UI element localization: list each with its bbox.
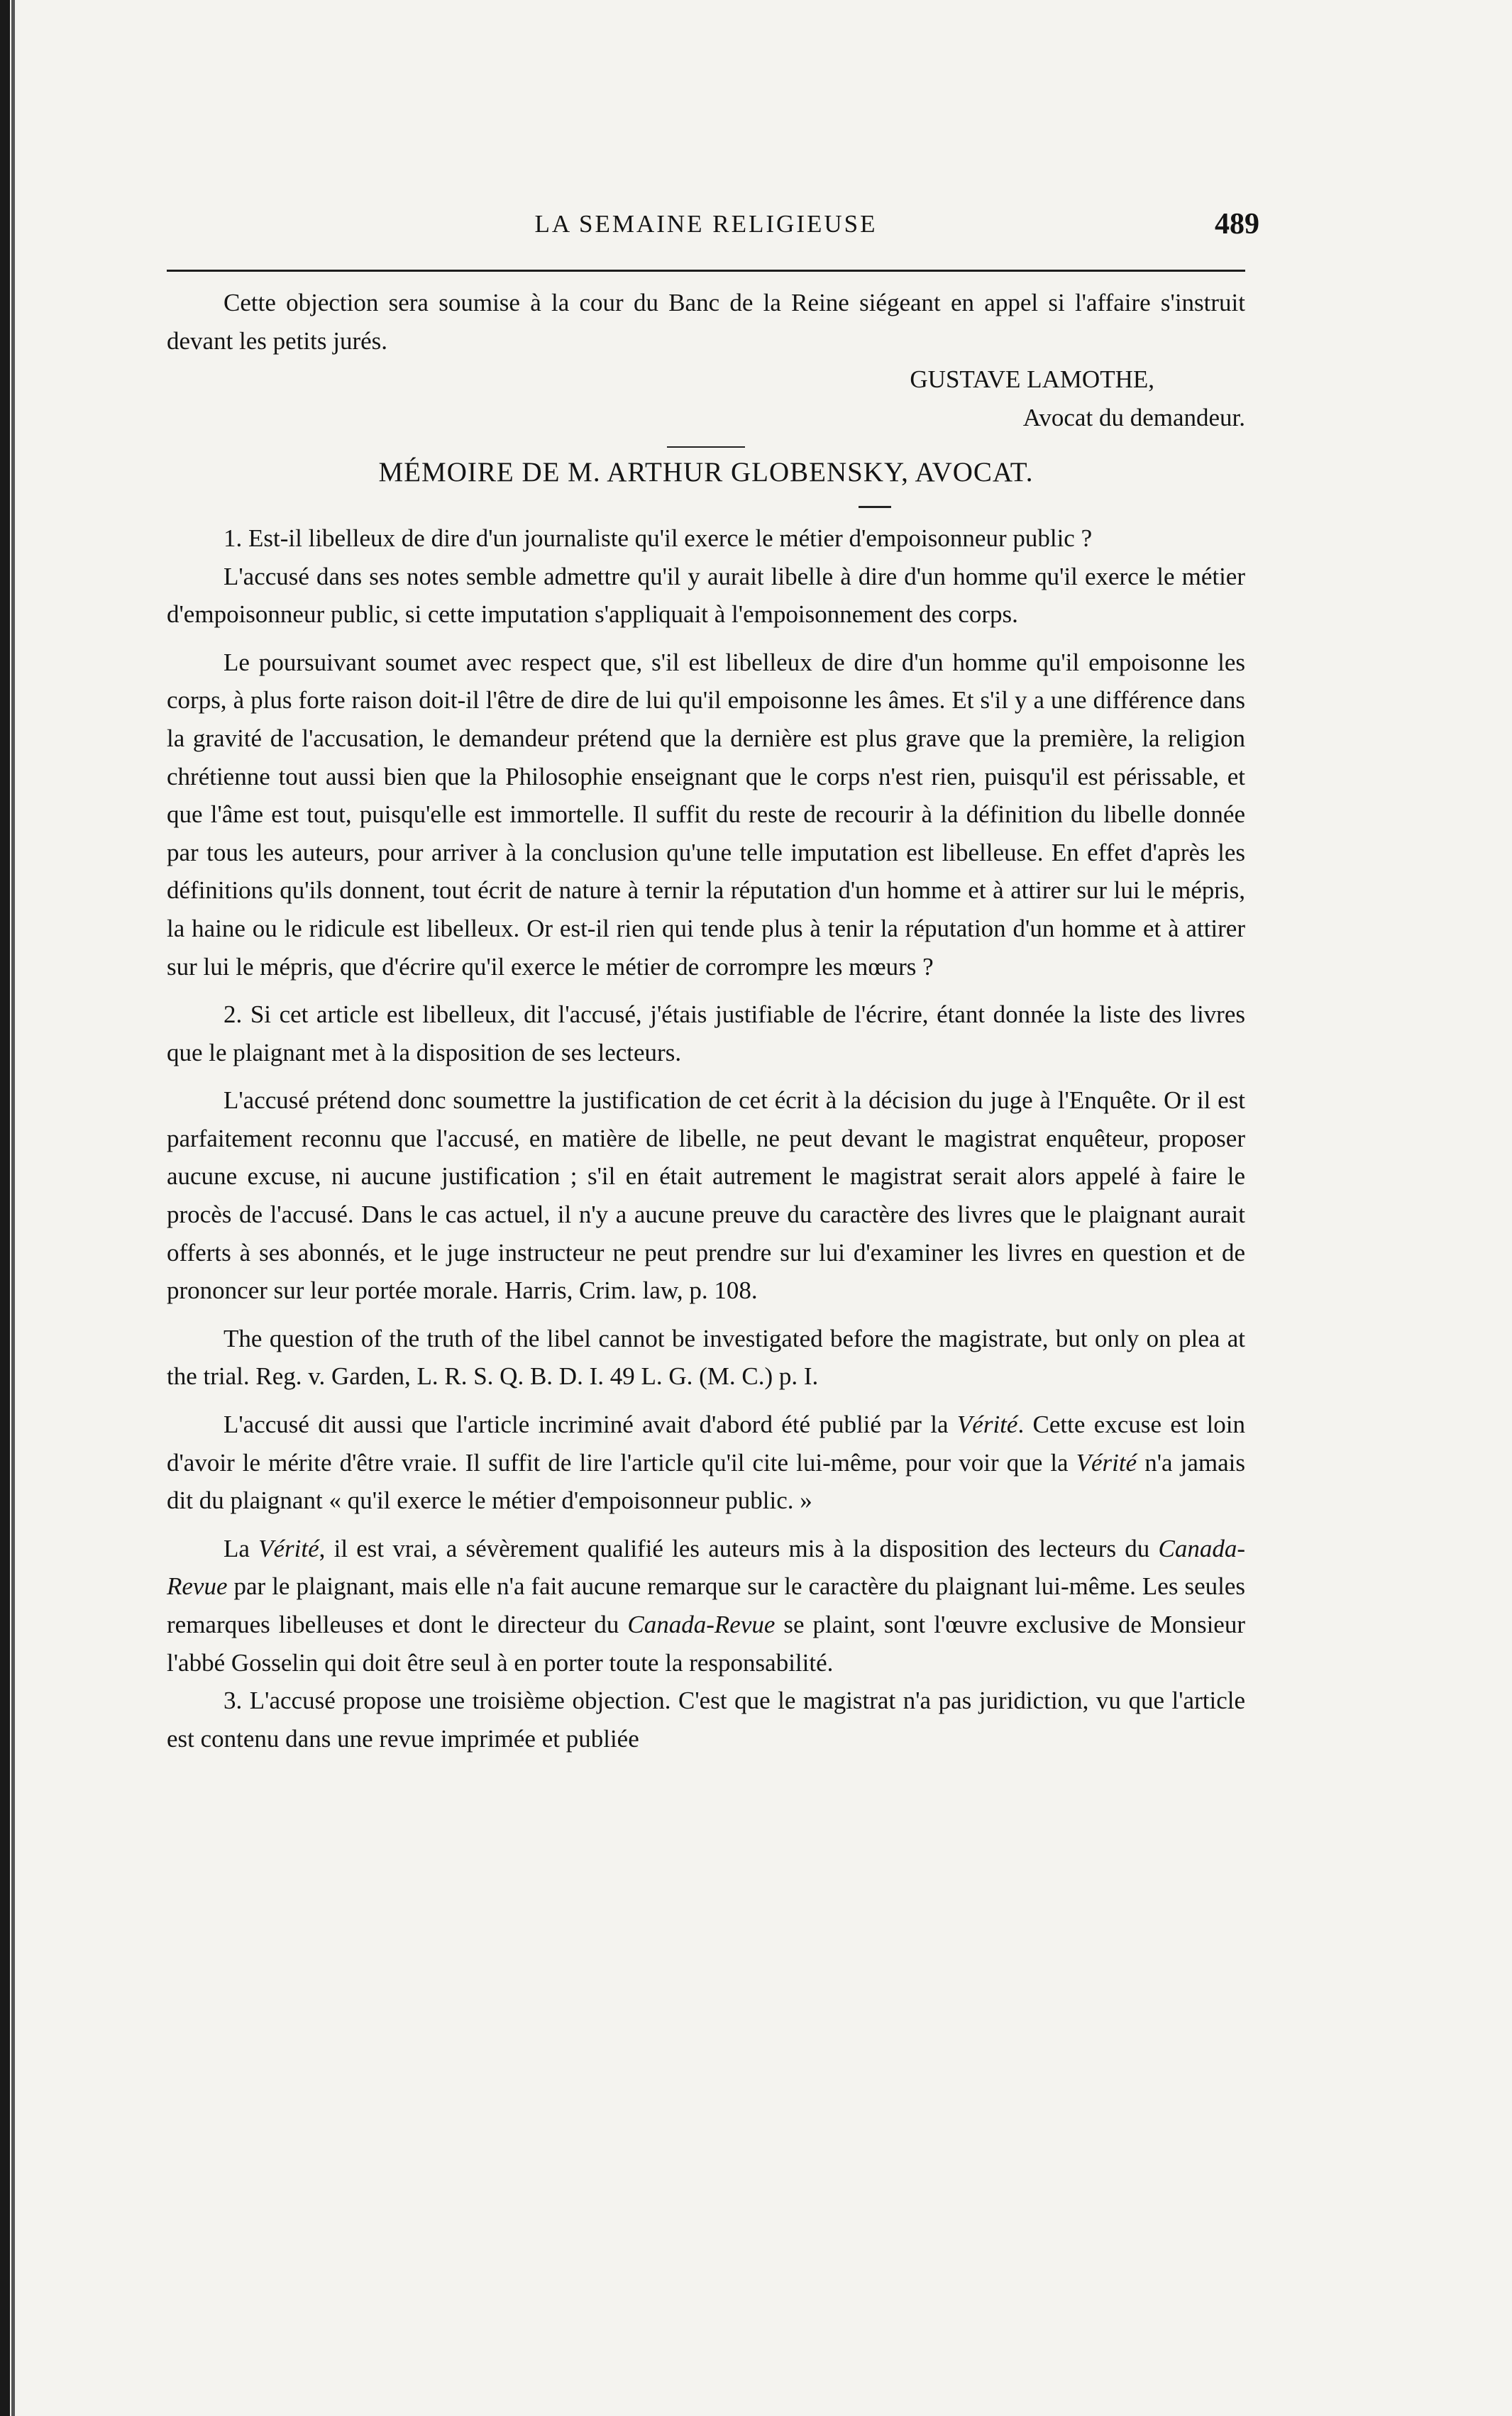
text-run: L'accusé dit aussi que l'article incriminé avait d'abord été publié par la bbox=[224, 1411, 957, 1439]
section-title: MÉMOIRE DE M. ARTHUR GLOBENSKY, AVOCAT. bbox=[378, 457, 1034, 488]
signature-name: GUSTAVE LAMOTHE, bbox=[910, 365, 1154, 394]
journal-title: Canada-Revue bbox=[167, 1534, 1245, 1601]
section-divider bbox=[667, 446, 745, 448]
paragraph: 2. Si cet article est libelleux, dit l'accusé, j'étais justifiable de l'écrire, étant donnée la liste des livres que le plaignant met à la disposition de ses lecteurs. bbox=[167, 1000, 1245, 1066]
signature-role: Avocat du demandeur. bbox=[1022, 403, 1245, 431]
page-number: 489 bbox=[1215, 208, 1259, 241]
paragraph bbox=[167, 1406, 1245, 1520]
text-run: se plaint, sont l'œuvre exclusive de Monsieur l'abbé Gosselin qui doit être seul à en porter toute la responsabilité. bbox=[167, 1611, 1245, 1677]
text-run: par le plaignant, mais elle n'a fait aucune remarque sur le caractère du plaignant lui-même. Les seules remarques libelleuses et dont le directeur du bbox=[167, 1572, 1245, 1638]
running-head bbox=[167, 207, 1259, 250]
paragraph: Le poursuivant soumet avec respect que, s'il est libelleux de dire d'un homme qu'il empoisonne les corps, à plus forte raison doit-il l'être de dire de lui qu'il empoisonne les âmes. Et s'il y a une différence dans la gravité de l'accusation, le demandeur prétend que la dernière est plus grave que la première, la religion chrétienne tout aussi bien que la Philosophie enseignant que le corps n'est rien, puisqu'il est périssable, et que l'âme est tout, puisqu'elle est immortelle. Il suffit du reste de recourir à la définition du libelle donnée par tous les auteurs, pour arriver à la conclusion qu'une telle imputation est libelleuse. En effet d'après les définitions qu'ils donnent, tout écrit de nature à ternir la réputation d'un homme et à attirer sur lui le mépris, la haine ou le ridicule est libelleux. Or est-il rien qui tende plus à tenir la réputation d'un homme et à attirer sur lui le mépris, que d'écrire qu'il exerce le métier de corrompre les mœurs ? bbox=[167, 648, 1245, 981]
text-run: . Cette excuse est loin d'avoir le mérite d'être vraie. Il suffit de lire l'article qu'il cite lui-même, pour voir que la bbox=[167, 1411, 1246, 1477]
scan-binding-edge bbox=[0, 0, 10, 2416]
page-body bbox=[167, 284, 1245, 1758]
title-dash bbox=[859, 506, 891, 508]
paragraph: L'accusé prétend donc soumettre la justification de cet écrit à la décision du juge à l'Enquête. Or il est parfaitement reconnu que l'accusé, en matière de libelle, ne peut devant le magistrat enquêteur, proposer aucune excuse, ni aucune justification ; s'il en était autrement le magistrat serait alors appelé à faire le procès de l'accusé. Dans le cas actuel, il n'y a aucune preuve du caractère des livres que le plaignant aurait offerts à ses abonnés, et le juge instructeur ne peut prendre sur lui d'examiner les livres en question et de prononcer sur leur portée morale. Harris, Crim. law, p. 108. bbox=[167, 1086, 1245, 1305]
paragraph: Cette objection sera soumise à la cour du Banc de la Reine siégeant en appel si l'affaire s'instruit devant les petits jurés. bbox=[167, 289, 1245, 355]
journal-title: Vérité bbox=[258, 1534, 319, 1562]
journal-title: Canada-Revue bbox=[627, 1611, 776, 1638]
paragraph: L'accusé dans ses notes semble admettre qu'il y aurait libelle à dire d'un homme qu'il exerce le métier d'empoisonneur public, si cette imputation s'appliquait à l'empoisonnement des corps. bbox=[167, 562, 1245, 629]
paragraph: 3. L'accusé propose une troisième objection. C'est que le magistrat n'a pas juridiction, vu que l'article est contenu dans une revue imprimée et publiée bbox=[167, 1687, 1245, 1753]
text-run: , il est vrai, a sévèrement qualifié les auteurs mis à la disposition des lecteurs du bbox=[319, 1534, 1159, 1562]
paragraph: The question of the truth of the libel cannot be investigated before the magistrate, but only on plea at the trial. Reg. v. Garden, L. R. S. Q. B. D. I. 49 L. G. (M. C.) p. I. bbox=[167, 1324, 1245, 1391]
running-title: LA SEMAINE RELIGIEUSE bbox=[534, 210, 878, 238]
scan-binding-shadow bbox=[11, 0, 15, 2416]
journal-title: Vérité bbox=[956, 1411, 1018, 1439]
journal-title: Vérité bbox=[1076, 1448, 1137, 1477]
paragraph bbox=[167, 1530, 1245, 1682]
text-run: La bbox=[224, 1534, 259, 1562]
paragraph: 1. Est-il libelleux de dire d'un journaliste qu'il exerce le métier d'empoisonneur public ? bbox=[224, 524, 1093, 552]
text-run: n'a jamais dit du plaignant « qu'il exerce le métier d'empoisonneur public. » bbox=[167, 1448, 1246, 1515]
header-rule bbox=[167, 270, 1245, 272]
